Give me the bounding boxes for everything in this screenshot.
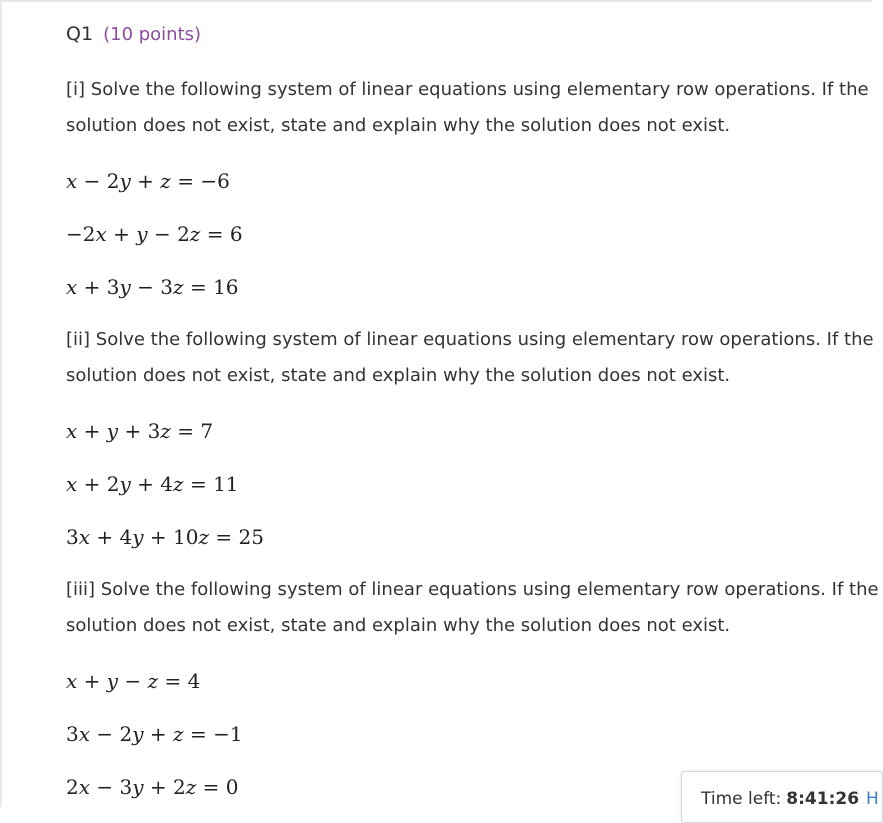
part-2-equation-2: x + 2y + 4z = 11: [66, 472, 239, 496]
time-left-panel: [681, 771, 883, 823]
time-left-text: [701, 788, 879, 810]
part-3-instruction-line-1: [iii] Solve the following system of linear equations using elementary row operations. If the: [66, 579, 879, 600]
left-border: [0, 0, 2, 807]
part-3-equation-3: 2x − 3y + 2z = 0: [66, 775, 239, 799]
hide-timer-link[interactable]: H: [866, 789, 879, 809]
top-border: [0, 0, 872, 2]
part-3-instruction-line-2: solution does not exist, state and explain why the solution does not exist.: [66, 615, 731, 636]
time-left-value: 8:41:26: [786, 789, 860, 809]
part-2-equation-1: x + y + 3z = 7: [66, 419, 214, 443]
part-3-equation-2: 3x − 2y + z = −1: [66, 722, 243, 746]
question-header: [66, 22, 201, 47]
part-1-equation-1: x − 2y + z = −6: [66, 169, 230, 193]
part-1-equation-3: x + 3y − 3z = 16: [66, 275, 239, 299]
time-left-label: Time left:: [701, 789, 782, 809]
part-3-equation-1: x + y − z = 4: [66, 669, 201, 693]
part-2-instruction-line-2: solution does not exist, state and explain why the solution does not exist.: [66, 365, 731, 386]
part-1-equation-2: −2x + y − 2z = 6: [66, 222, 243, 246]
question-points: (10 points): [103, 24, 202, 45]
part-1-instruction-line-1: [i] Solve the following system of linear equations using elementary row operations. If the: [66, 79, 869, 100]
part-1-instruction-line-2: solution does not exist, state and explain why the solution does not exist.: [66, 115, 731, 136]
part-2-instruction-line-1: [ii] Solve the following system of linear equations using elementary row operations. If the: [66, 329, 874, 350]
question-number: Q1: [66, 23, 94, 45]
part-2-equation-3: 3x + 4y + 10z = 25: [66, 525, 264, 549]
